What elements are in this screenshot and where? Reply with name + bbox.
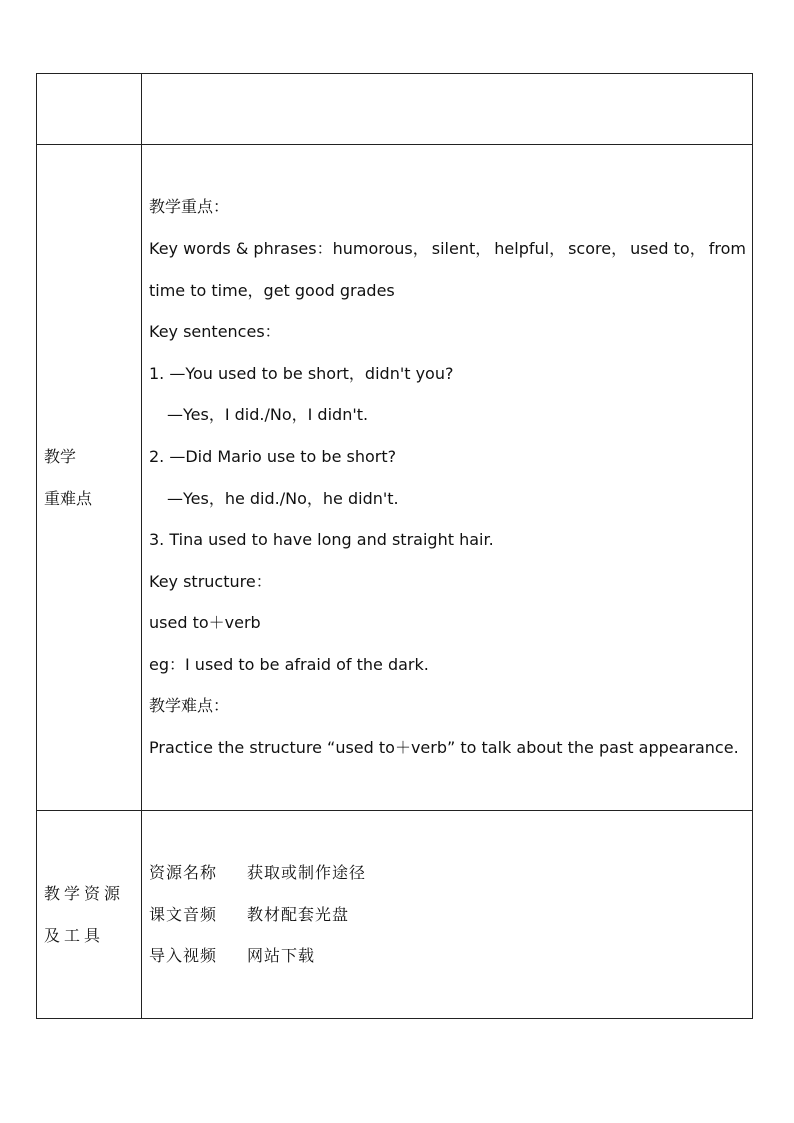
key-points-label-line2: 重难点 — [44, 488, 93, 508]
resource-row — [149, 894, 746, 936]
table-row-key-points — [37, 145, 753, 811]
resource-method-header: 获取或制作途径 — [247, 863, 367, 883]
resource-name: 课文音频 — [149, 904, 218, 924]
resource-method: 教材配套光盘 — [247, 904, 350, 924]
sentence-3: 3. Tina used to have long and straight hair. — [149, 530, 494, 550]
teaching-difficulty-text: Practice the structure “used to＋verb” to talk about the past appearance. — [149, 738, 739, 758]
sentence-1-answer: —Yes，I did./No，I didn't. — [167, 405, 369, 425]
resources-label-line1: 教学资源 — [44, 883, 125, 903]
key-structure: used to＋verb — [149, 613, 261, 633]
table-row-resources — [37, 811, 753, 1019]
sentence-2-question: 2. —Did Mario use to be short? — [149, 446, 397, 466]
resource-method: 网站下载 — [247, 946, 316, 966]
key-points-content-cell — [142, 145, 753, 811]
key-words-line — [149, 228, 746, 270]
key-words-part: Key words & phrases：humorous， — [149, 238, 429, 258]
key-words-part: score， — [568, 238, 628, 258]
key-words-part: silent， — [431, 238, 492, 258]
key-points-label-cell — [37, 145, 142, 811]
key-words-part: used to， — [630, 238, 706, 258]
sentence-2-answer: —Yes，he did./No，he didn't. — [167, 488, 399, 508]
resource-name-header: 资源名称 — [149, 863, 218, 883]
teaching-focus-heading: 教学重点： — [149, 197, 230, 217]
resources-label-line2: 及工具 — [44, 925, 105, 945]
key-words-part: helpful， — [494, 238, 566, 258]
structure-example: eg：I used to be afraid of the dark. — [149, 654, 429, 674]
key-points-label-line1: 教学 — [44, 446, 77, 466]
teaching-difficulty-heading: 教学难点： — [149, 696, 230, 716]
empty-label-cell — [37, 74, 142, 145]
empty-content-cell — [142, 74, 753, 145]
resources-header-row — [149, 852, 746, 894]
key-words-part: from — [708, 238, 746, 258]
resource-row — [149, 935, 746, 977]
key-words-line2: time to time，get good grades — [149, 280, 395, 300]
table-row-empty — [37, 74, 753, 145]
key-sentences-label: Key sentences： — [149, 322, 281, 342]
key-structure-label: Key structure： — [149, 571, 272, 591]
resources-label-cell — [37, 811, 142, 1019]
resource-name: 导入视频 — [149, 946, 218, 966]
resources-content-cell — [142, 811, 753, 1019]
sentence-1-question: 1. —You used to be short，didn't you? — [149, 363, 454, 383]
lesson-plan-table — [36, 73, 753, 1019]
